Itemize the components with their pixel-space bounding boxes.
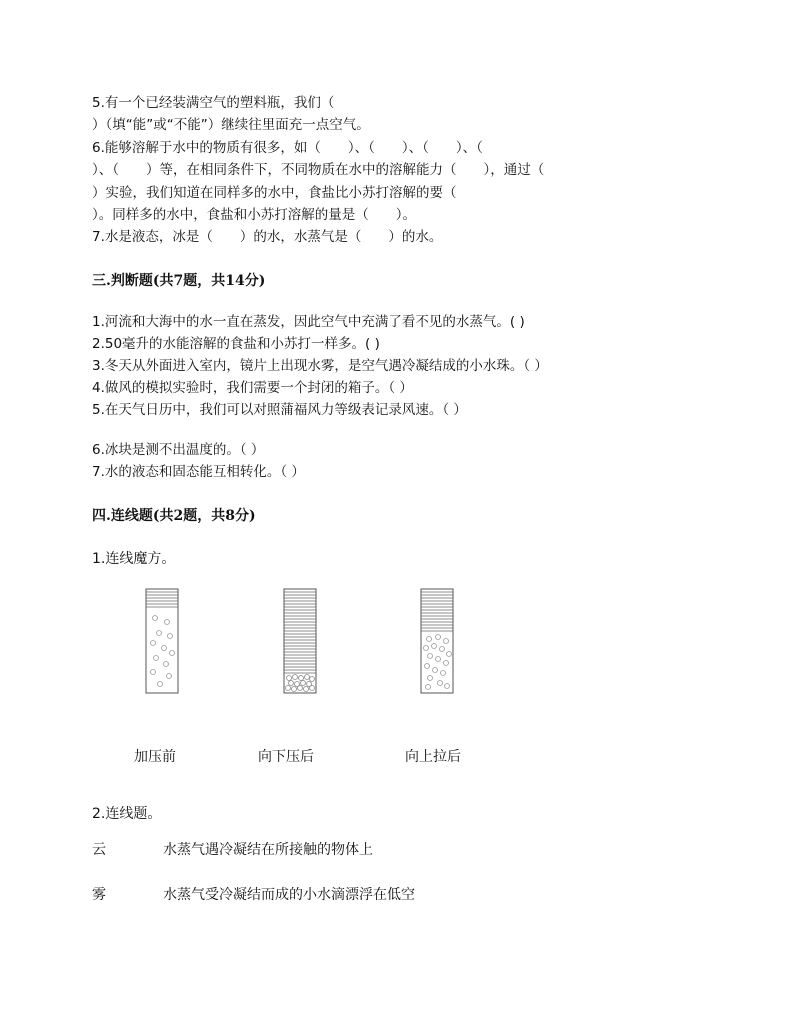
caption-pressed-down: 向下压后 [258,749,314,765]
syringe-pulled-up-figure [420,588,454,694]
q7-line: 7.水是液态，冰是（ ）的水，水蒸气是（ ）的水。 [92,229,443,245]
q6-line2: ）、（ ）等，在相同条件下，不同物质在水中的溶解能力（ ），通过（ [92,162,545,178]
judge-item-3: 3.冬天从外面进入室内，镜片上出现水雾，是空气遇冷凝结成的小水珠。（ ） [92,358,548,374]
q6-line1: 6.能够溶解于水中的物质有很多，如（ ）、（ ）、（ ）、（ [92,140,483,156]
q5-line1: 5.有一个已经装满空气的塑料瓶，我们（ [92,95,335,111]
caption-before-press: 加压前 [134,749,176,765]
matching-q1-title: 1.连线魔方。 [92,551,176,567]
section4-title: 四.连线题(共2题，共8分) [92,508,256,524]
judge-item-7: 7.水的液态和固态能互相转化。（ ） [92,464,305,480]
section3-title: 三.判断题(共7题，共14分) [92,273,266,289]
match-right-2: 水蒸气受冷凝结而成的小水滴漂浮在低空 [163,887,415,903]
matching-q2-title: 2.连线题。 [92,806,162,822]
judge-item-6: 6.冰块是测不出温度的。（ ） [92,442,265,458]
match-left-cloud: 云 [92,842,106,858]
q6-line3: ）实验，我们知道在同样多的水中，食盐比小苏打溶解的要（ [92,185,457,201]
judge-item-4: 4.做风的模拟实验时，我们需要一个封闭的箱子。（ ） [92,380,413,396]
q6-line4: ）。同样多的水中，食盐和小苏打溶解的量是（ ）。 [92,207,416,223]
q5-line2: ）（填“能”或“不能”）继续往里面充一点空气。 [92,117,370,133]
caption-pulled-up: 向上拉后 [405,749,461,765]
syringe-before-press-figure [145,588,179,694]
match-left-fog: 雾 [92,887,106,903]
judge-item-2: 2.50毫升的水能溶解的食盐和小苏打一样多。( ) [92,336,380,352]
judge-item-1: 1.河流和大海中的水一直在蒸发，因此空气中充满了看不见的水蒸气。( ) [92,314,525,330]
match-right-1: 水蒸气遇冷凝结在所接触的物体上 [163,842,373,858]
judge-item-5: 5.在天气日历中，我们可以对照蒲福风力等级表记录风速。（ ） [92,402,467,418]
syringe-pressed-down-figure [283,588,317,694]
